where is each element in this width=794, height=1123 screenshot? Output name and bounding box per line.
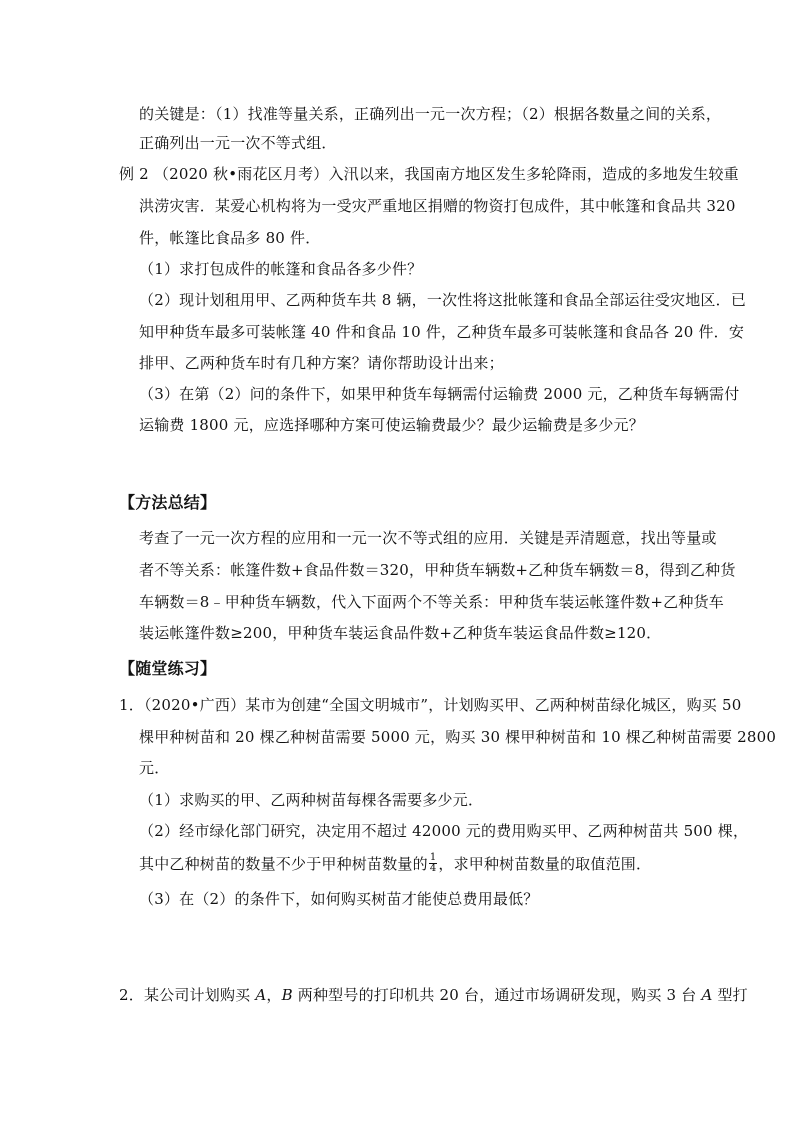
text-line: （3）在（2）的条件下，如何购买树苗才能使总费用最低？ — [139, 890, 539, 908]
text-line: 棵甲种树苗和 20 棵乙种树苗需要 5000 元，购买 30 棵甲种树苗和 10 棵乙种树苗需要 2800 — [139, 728, 777, 746]
text-line-with-fraction — [139, 851, 652, 876]
fraction-denominator: 4 — [429, 862, 437, 874]
text-line: 洪涝灾害．某爱心机构将为一受灾严重地区捐赠的物资打包成件，其中帐篷和食品共 320 — [139, 197, 736, 215]
variable-b: B — [281, 986, 293, 1004]
text-line: 正确列出一元一次不等式组． — [139, 134, 337, 152]
text-segment: 型打 — [712, 986, 748, 1004]
example-2-line: 例 2 （2020 秋•雨花区月考）入汛以来，我国南方地区发生多轮降雨，造成的多地发生较重 — [119, 165, 739, 183]
text-line: 件，帐篷比食品多 80 件． — [139, 229, 321, 247]
text-line: 元． — [139, 759, 170, 777]
method-summary-heading: 【方法总结】 — [119, 493, 217, 512]
practice-heading: 【随堂练习】 — [119, 659, 217, 678]
text-line: （2）经市绿化部门研究，决定用不超过 42000 元的费用购买甲、乙两种树苗共 500 棵， — [139, 822, 749, 840]
text-line: 考查了一元一次方程的应用和一元一次不等式组的应用．关键是弄清题意，找出等量或 — [139, 529, 717, 547]
fraction-numerator: 1 — [429, 851, 437, 863]
variable-a: A — [701, 986, 713, 1004]
text-segment: 2．某公司计划购买 — [119, 986, 256, 1004]
question-1-line: （1）求打包成件的帐篷和食品各多少件？ — [139, 260, 423, 278]
text-segment: 两种型号的打印机共 20 台，通过市场调研发现，购买 3 台 — [292, 986, 702, 1004]
text-line: （1）求购买的甲、乙两种树苗每棵各需要多少元． — [139, 791, 484, 809]
fraction-one-quarter — [429, 853, 438, 874]
text-line: 运输费 1800 元，应选择哪种方案可使运输费最少？最少运输费是多少元？ — [139, 416, 644, 434]
question-3-line: （3）在第（2）问的条件下，如果甲种货车每辆需付运输费 2000 元，乙种货车每辆需付 — [139, 385, 740, 403]
text-line: 者不等关系：帐篷件数+食品件数＝320，甲种货车辆数+乙种货车辆数＝8，得到乙种货 — [139, 561, 736, 579]
text-segment: 其中乙种树苗的数量不少于甲种树苗数量的 — [139, 855, 428, 873]
text-line: 知甲种货车最多可装帐篷 40 件和食品 10 件，乙种货车最多可装帐篷和食品各 20 件．安 — [139, 323, 745, 341]
text-line: 装运帐篷件数≥200，甲种货车装运食品件数+乙种货车装运食品件数≥120． — [139, 624, 662, 642]
problem-2-line — [119, 985, 748, 1005]
variable-a: A — [255, 986, 267, 1004]
text-line: 排甲、乙两种货车时有几种方案？请你帮助设计出来； — [139, 354, 504, 372]
problem-1-line: 1．（2020•广西）某市为创建“全国文明城市”，计划购买甲、乙两种树苗绿化城区，购买 50 — [119, 696, 742, 714]
text-line: 车辆数＝8﹣甲种货车辆数，代入下面两个不等关系：甲种货车装运帐篷件数+乙种货车 — [139, 593, 724, 611]
text-segment: ，求甲种树苗数量的取值范围． — [438, 855, 652, 873]
question-2-line: （2）现计划租用甲、乙两种货车共 8 辆，一次性将这批帐篷和食品全部运往受灾地区．已 — [139, 291, 747, 309]
text-segment: ， — [266, 986, 282, 1004]
text-line: 的关键是：（1）找准等量关系，正确列出一元一次方程；（2）根据各数量之间的关系， — [139, 105, 722, 123]
